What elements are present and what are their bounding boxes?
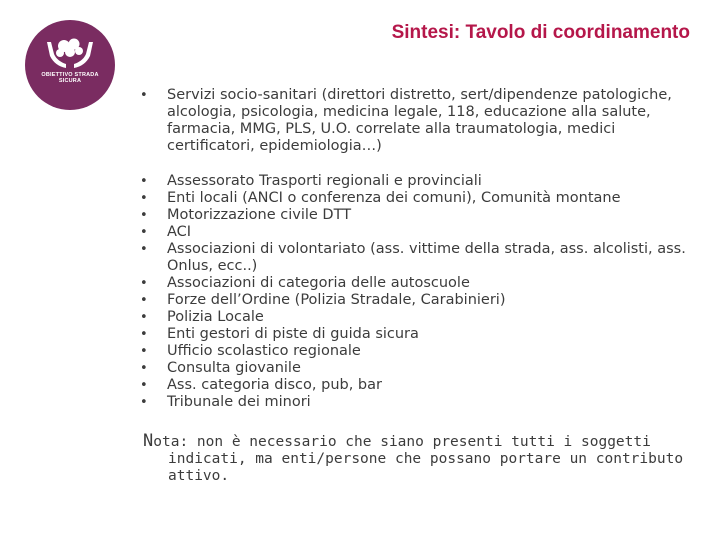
list-item: • Enti gestori di piste di guida sicura (140, 326, 700, 343)
stakeholder-list-secondary (140, 173, 700, 411)
list-item: • Motorizzazione civile DTT (140, 207, 700, 224)
list-item: • Polizia Locale (140, 309, 700, 326)
list-item: • Tribunale dei minori (140, 394, 700, 411)
hands-holding-heart-icon (25, 20, 115, 110)
note-text: ota: non è necessario che siano presenti tutti i soggetti indicati, ma enti/persone che possano portare un contributo attivo. (153, 434, 684, 484)
note (143, 433, 708, 485)
page-title: Sintesi: Tavolo di coordinamento (391, 22, 690, 43)
stakeholder-list-primary (140, 87, 700, 155)
list-item: • Associazioni di categoria delle autoscuole (140, 275, 700, 292)
logo-text: OBIETTIVO STRADA SICURA (41, 72, 99, 84)
list-item: • Ass. categoria disco, pub, bar (140, 377, 700, 394)
list-item: • Ufficio scolastico regionale (140, 343, 700, 360)
list-item: • ACI (140, 224, 700, 241)
note-first-letter: N (143, 431, 154, 451)
list-item: • Enti locali (ANCI o conferenza dei comuni), Comunità montane (140, 190, 700, 207)
list-item: • Assessorato Trasporti regionali e provinciali (140, 173, 700, 190)
list-item: • Consulta giovanile (140, 360, 700, 377)
logo (25, 20, 115, 110)
list-item: • Servizi socio-sanitari (direttori distretto, sert/dipendenze patologiche, alcologia, psicologia, medicina legale, 118, educazione alla salute, farmacia, MMG, PLS, U.O. correlate alla traumatologia, medici certificatori, epidemiologia…) (140, 87, 700, 155)
list-item: • Forze dell’Ordine (Polizia Stradale, Carabinieri) (140, 292, 700, 309)
list-item: • Associazioni di volontariato (ass. vittime della strada, ass. alcolisti, ass. Onlus, ecc..) (140, 241, 700, 275)
